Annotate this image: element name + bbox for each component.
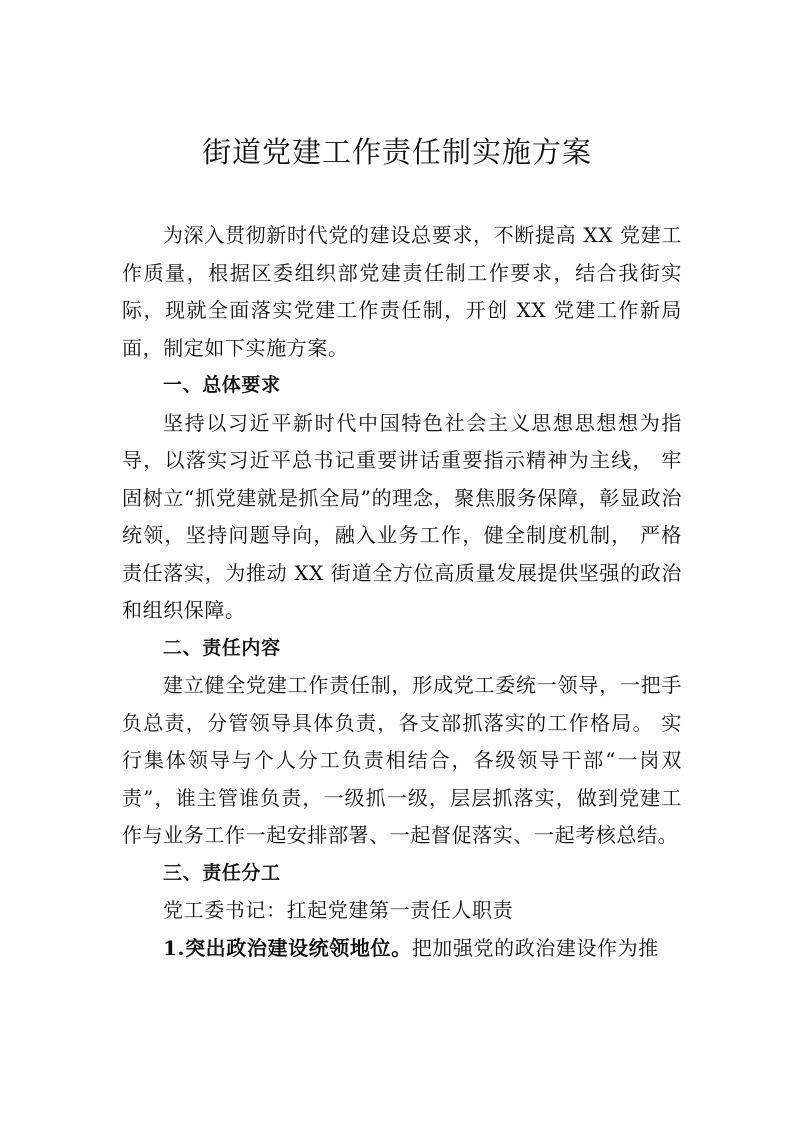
- section-heading-responsibility-division: 三、责任分工: [163, 861, 281, 884]
- section-subheading-party-secretary: 党工委书记：扛起党建第一责任人职责: [163, 898, 514, 922]
- section-heading-responsibility-content: 二、责任内容: [163, 636, 281, 659]
- section-paragraph-responsibility-content: 建立健全党建工作责任制，形成党工委统一领导，一把手负总责，分管领导具体负责，各支部抓落实的工作格局。 实行集体领导与个人分工负责相结合，各级领导干部“一岗双责”，谁主管谁负责，一级抓一级，层层抓落实，做到党建工作与业务工作一起安排部署、一起督促落实、一起考核总结。: [122, 673, 682, 847]
- section-paragraph-overall-requirements: 坚持以习近平新时代中国特色社会主义思想思想想为指导，以落实习近平总书记重要讲话重要指示精神为主线， 牢固树立“抓党建就是抓全局”的理念，聚焦服务保障，彰显政治统领，坚持问题导向，融入业务工作，健全制度机制， 严格责任落实，为推动 XX 街道全方位高质量发展提供坚强的政治和组织保障。: [122, 410, 682, 622]
- list-item-text: 把加强党的政治建设作为推: [411, 935, 659, 960]
- document-title: 街道党建工作责任制实施方案: [201, 135, 592, 169]
- document-body: [122, 217, 682, 967]
- section-heading-overall-requirements: 一、总体要求: [163, 374, 281, 396]
- intro-paragraph: 为深入贯彻新时代党的建设总要求，不断提高 XX 党建工作质量，根据区委组织部党建责任制工作要求，结合我街实际，现就全面落实党建工作责任制，开创 XX 党建工作新局面，制定如下实施方案。: [122, 223, 682, 360]
- list-item: [122, 930, 682, 968]
- list-item-lead: 1.突出政治建设统领地位。: [163, 935, 412, 960]
